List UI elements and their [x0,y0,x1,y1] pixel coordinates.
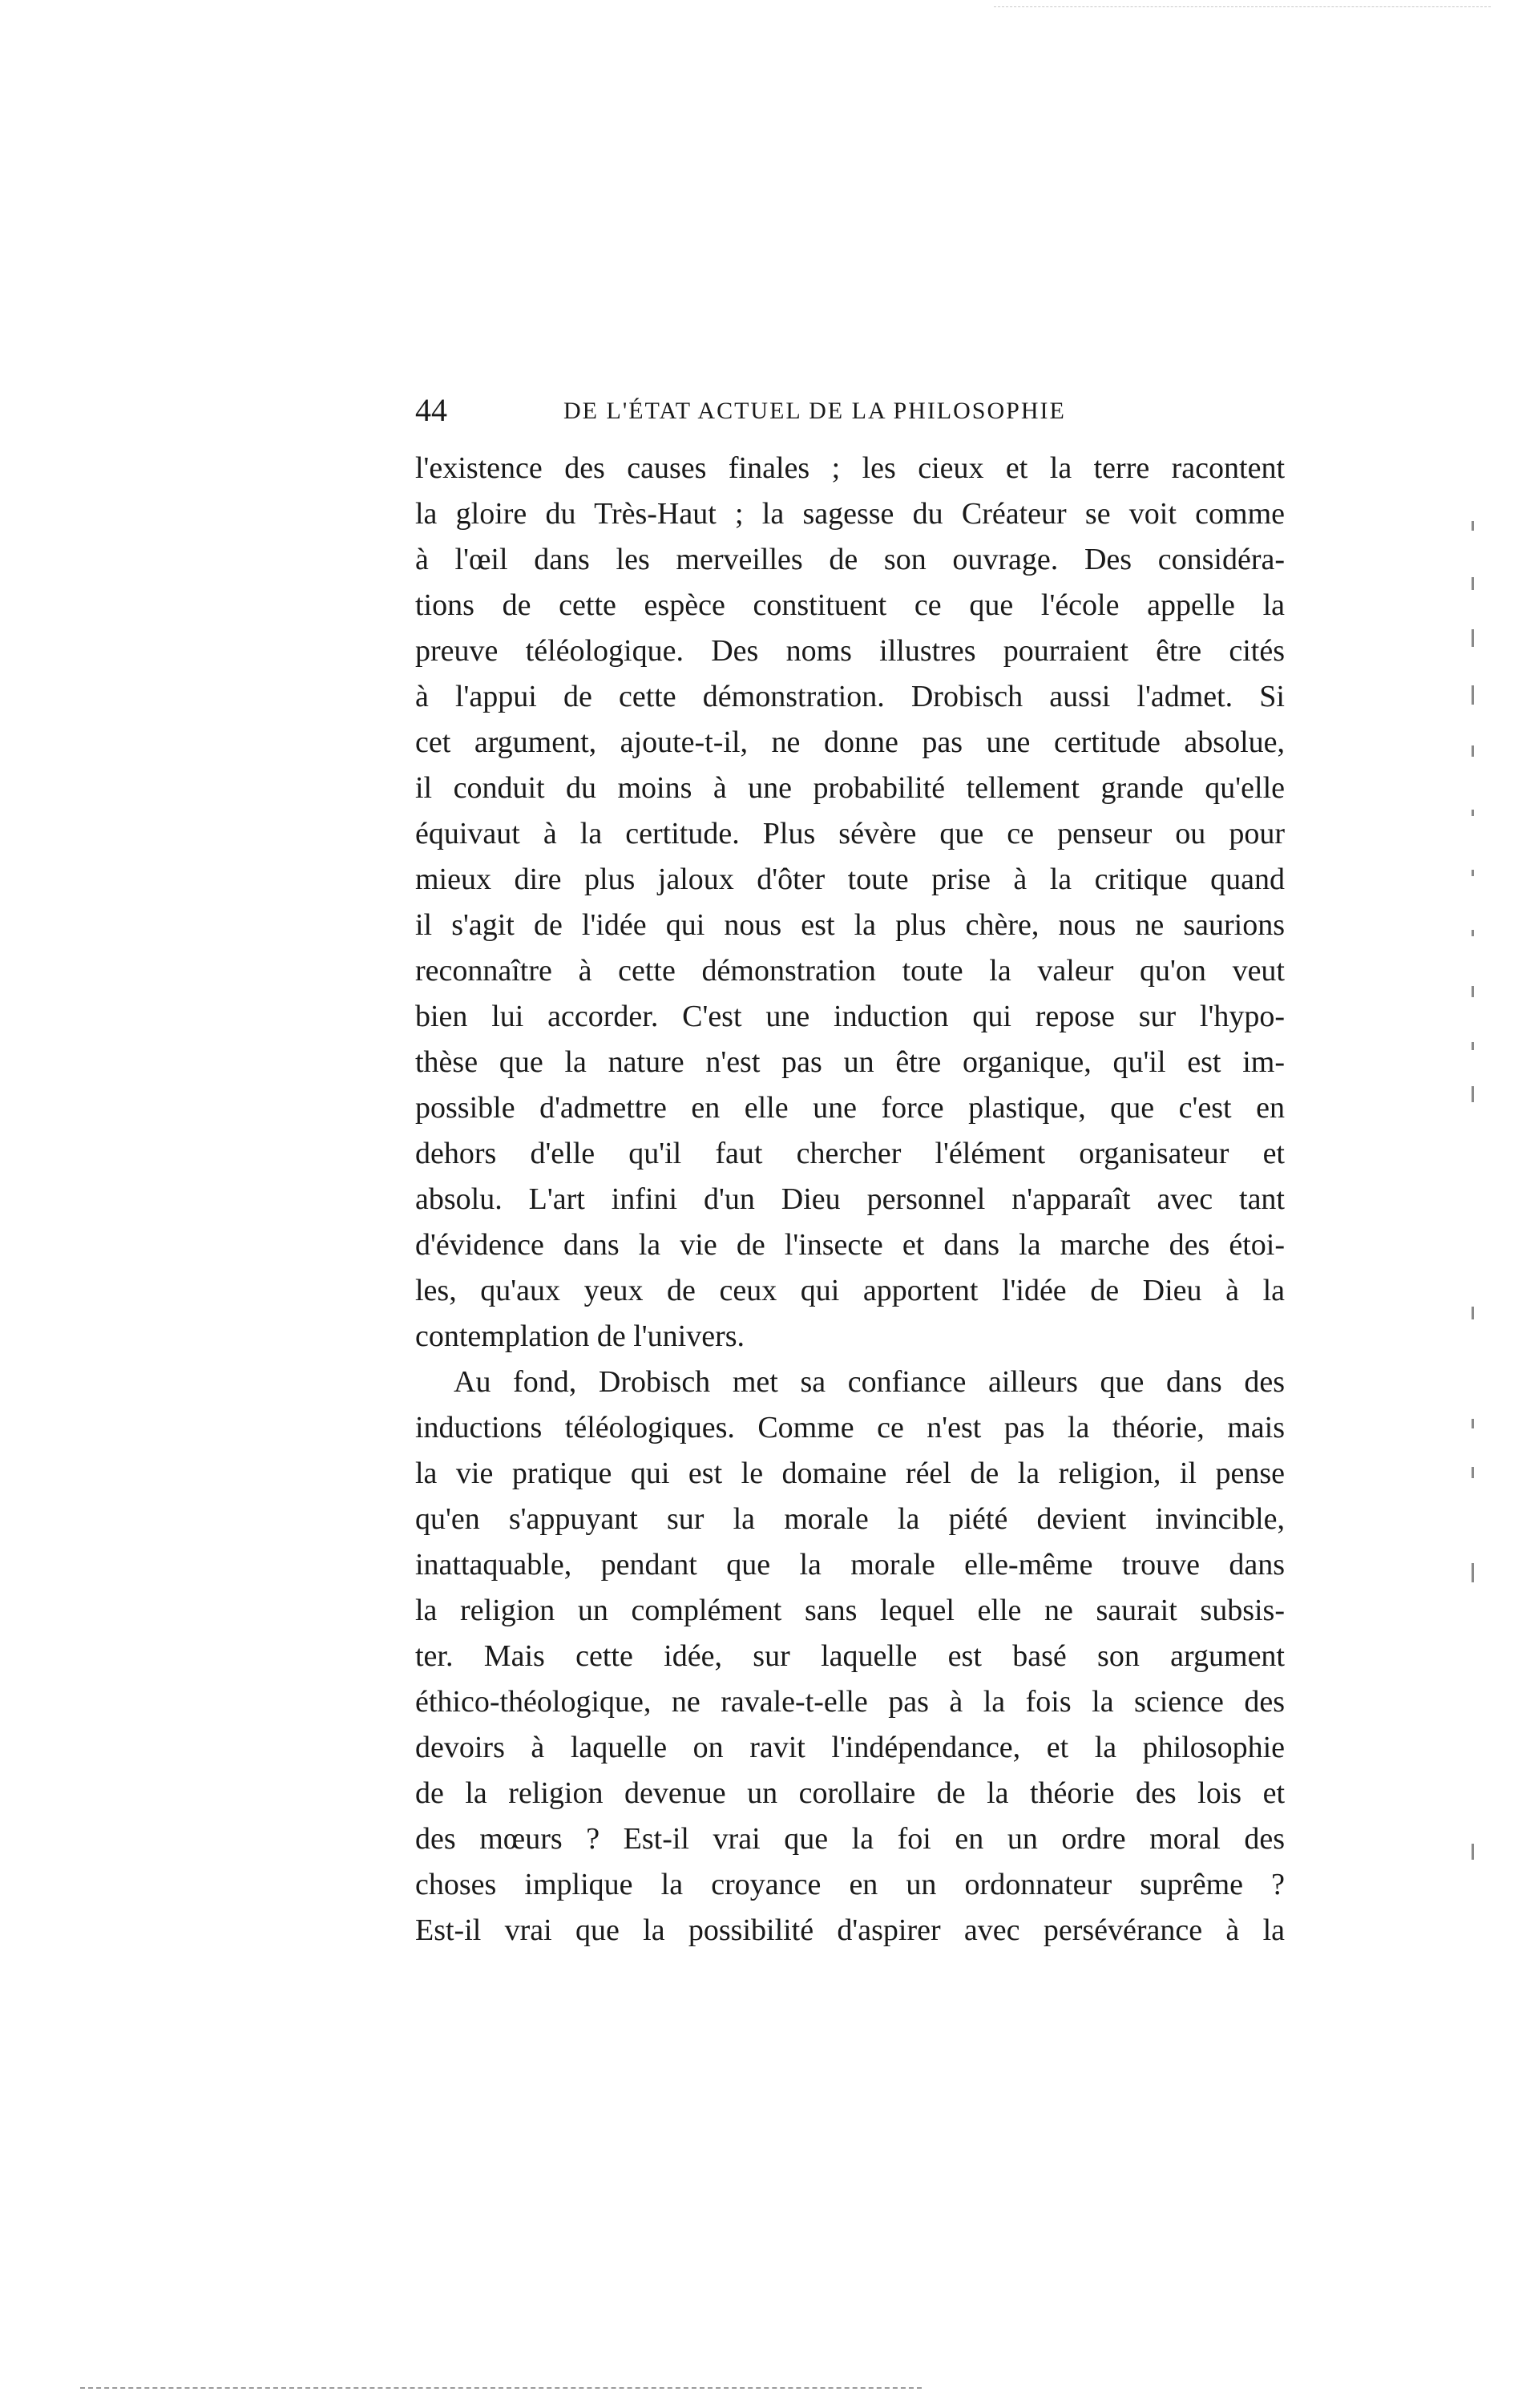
text-line: à l'appui de cette démonstration. Drobisch aussi l'admet. Si [415,680,1285,713]
scan-mark [1472,810,1474,816]
text-line: il s'agit de l'idée qui nous est la plus chère, nous ne saurions [415,908,1285,942]
text-line: ter. Mais cette idée, sur laquelle est basé son argument [415,1639,1285,1673]
scan-mark [1472,1307,1474,1319]
running-title: DE L'ÉTAT ACTUEL DE LA PHILOSOPHIE [563,398,1066,424]
text-line: qu'en s'appuyant sur la morale la piété devient invincible, [415,1502,1285,1536]
page-number: 44 [415,392,447,428]
text-line: la religion un complément sans lequel elle ne saurait subsis- [415,1594,1285,1627]
text-line: possible d'admettre en elle une force plastique, que c'est en [415,1091,1285,1125]
margin-scan-marks [1472,513,1476,1876]
text-line: absolu. L'art infini d'un Dieu personnel n'apparaît avec tant [415,1182,1285,1216]
scan-mark [1472,1467,1474,1478]
text-line: reconnaître à cette démonstration toute la valeur qu'on veut [415,954,1285,988]
scan-mark [1472,1042,1474,1050]
scan-mark [1472,1844,1474,1860]
text-line: devoirs à laquelle on ravit l'indépendance, et la philosophie [415,1731,1285,1764]
text-line: preuve téléologique. Des noms illustres pourraient être cités [415,634,1285,668]
scan-mark [1472,1419,1474,1428]
text-line: l'existence des causes finales ; les cieux et la terre racontent [415,451,1285,485]
text-line: des mœurs ? Est-il vrai que la foi en un ordre moral des [415,1822,1285,1856]
text-line: les, qu'aux yeux de ceux qui apportent l'idée de Dieu à la [415,1274,1285,1307]
text-line: de la religion devenue un corollaire de la théorie des lois et [415,1776,1285,1810]
text-line: inductions téléologiques. Comme ce n'est pas la théorie, mais [415,1411,1285,1444]
scan-mark [1472,745,1474,757]
text-line: choses implique la croyance en un ordonnateur suprême ? [415,1868,1285,1901]
text-line: dehors d'elle qu'il faut chercher l'élément organisateur et [415,1137,1285,1170]
scan-mark [1472,870,1474,876]
body-text [415,446,1285,1953]
scan-mark [1472,521,1474,531]
scan-mark [1472,1086,1474,1102]
text-line: d'évidence dans la vie de l'insecte et dans la marche des étoi- [415,1228,1285,1262]
text-line: éthico-théologique, ne ravale-t-elle pas à la fois la science des [415,1685,1285,1719]
scan-mark [1472,685,1474,705]
text-line: mieux dire plus jaloux d'ôter toute prise à la critique quand [415,863,1285,896]
scan-mark [1472,930,1474,936]
text-line: cet argument, ajoute-t-il, ne donne pas une certitude absolue, [415,725,1285,759]
top-edge-mark [994,6,1491,8]
text-line: thèse que la nature n'est pas un être organique, qu'il est im- [415,1045,1285,1079]
text-line: équivaut à la certitude. Plus sévère que ce penseur ou pour [415,817,1285,850]
text-line: contemplation de l'univers. [415,1319,745,1353]
running-head [415,391,1285,439]
text-line: à l'œil dans les merveilles de son ouvrage. Des considéra- [415,543,1285,576]
text-line: bien lui accorder. C'est une induction qui repose sur l'hypo- [415,1000,1285,1033]
text-line: la vie pratique qui est le domaine réel de la religion, il pense [415,1457,1285,1490]
scan-mark [1472,1563,1474,1582]
text-line: Est-il vrai que la possibilité d'aspirer avec persévérance à la [415,1913,1285,1947]
scan-mark [1472,577,1474,590]
scan-mark [1472,986,1474,997]
scan-mark [1472,629,1474,647]
text-line: inattaquable, pendant que la morale elle-même trouve dans [415,1548,1285,1582]
text-line: tions de cette espèce constituent ce que l'école appelle la [415,588,1285,622]
text-line: Au fond, Drobisch met sa confiance ailleurs que dans des [454,1365,1285,1399]
bottom-edge-mark [80,2387,922,2390]
text-line: il conduit du moins à une probabilité tellement grande qu'elle [415,771,1285,805]
text-line: la gloire du Très-Haut ; la sagesse du Créateur se voit comme [415,497,1285,531]
